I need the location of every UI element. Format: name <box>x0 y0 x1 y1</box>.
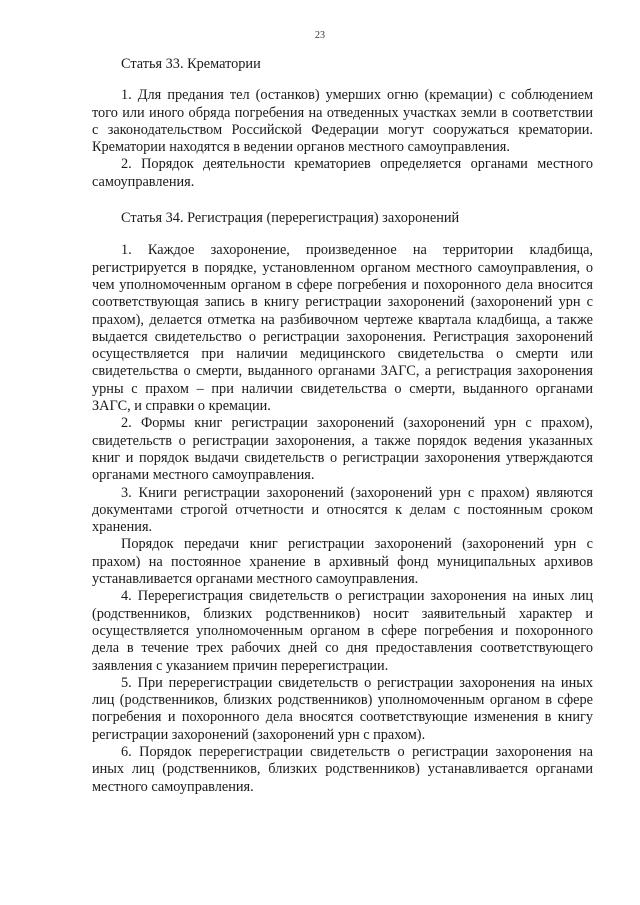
article-title: Статья 33. Крематории <box>121 56 261 72</box>
paragraph: 3. Книги регистрации захоронений (захоронений урн с прахом) являются документами строгой отчетности и относятся к делам с постоянным сроком хранения. <box>92 484 593 536</box>
document-body <box>92 56 593 796</box>
paragraph: Порядок передачи книг регистрации захоронений (захоронений урн с прахом) на постоянное хранение в архивный фонд муниципальных архивов устанавливается органами местного самоуправления. <box>92 536 593 588</box>
paragraph: 1. Для предания тел (останков) умерших огню (кремации) с соблюдением того или иного обряда погребения на отведенных участках земли в соответствии с законодательством Российской Федерации могут сооружаться крематории. Крематории находятся в ведении органов местного самоуправления. <box>92 87 593 156</box>
article-title: Статья 34. Регистрация (перерегистрация) захоронений <box>121 210 460 227</box>
paragraph: 2. Формы книг регистрации захоронений (захоронений урн с прахом), свидетельств о регистрации захоронения, а также порядок ведения указанных книг и порядок выдачи свидетельств о регистрации захоронения утверждаются органами местного самоуправления. <box>92 415 593 484</box>
paragraph: 2. Порядок деятельности крематориев определяется органами местного самоуправления. <box>92 156 593 190</box>
article-34 <box>92 210 593 796</box>
paragraph: 1. Каждое захоронение, произведенное на территории кладбища, регистрируется в порядке, установленном органом местного самоуправления, о чем уполномоченным органом в сфере погребения и похоронного дела вносится соответствующая запись в книгу регистрации захоронений (захоронений урн с прахом), делается отметка на разбивочном чертеже квартала кладбища, а также выдается свидетельство о регистрации захоронения. Регистрация захоронений осуществляется при наличии медицинского свидетельства о смерти или свидетельства о смерти, выданного органами ЗАГС, а регистрация захоронения урны с прахом – при наличии свидетельства о смерти, выданного органами ЗАГС, и справки о кремации. <box>92 242 593 415</box>
paragraph: 5. При перерегистрации свидетельств о регистрации захоронения на иных лиц (родственников, близких родственников) уполномоченным органом в сфере погребения и похоронного дела вносятся соответствующие изменения в книгу регистрации захоронений (захоронений урн с прахом). <box>92 674 593 743</box>
paragraph: 6. Порядок перерегистрации свидетельств о регистрации захоронения на иных лиц (родственников, близких родственников) устанавливается органами местного самоуправления. <box>92 743 593 795</box>
paragraph: 4. Перерегистрация свидетельств о регистрации захоронения на иных лиц (родственников, близких родственников) носит заявительный характер и осуществляется уполномоченным органом в сфере погребения и похоронного дела в течение трех рабочих дней со дня предоставления соответствующего заявления с указанием причин перерегистрации. <box>92 588 593 674</box>
page-number: 23 <box>315 30 325 41</box>
article-33 <box>92 56 593 191</box>
